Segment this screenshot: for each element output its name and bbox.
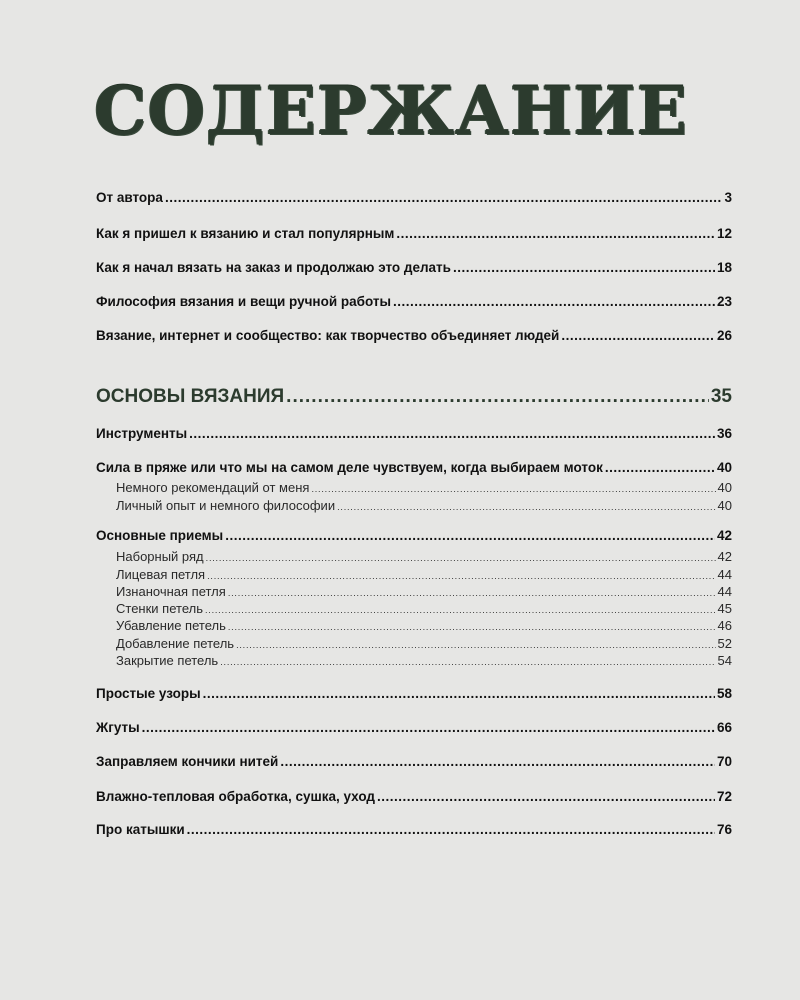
leader-dots: [203, 686, 715, 701]
leader-dots: [225, 528, 715, 543]
leader-dots: [205, 605, 716, 615]
leader-dots: [165, 190, 723, 205]
toc-entry-page: 58: [716, 686, 732, 701]
toc-entry-label: Как я пришел к вязанию и стал популярным: [96, 226, 395, 241]
toc-subentry-increases[interactable]: [96, 636, 732, 651]
toc-entry-label: Как я начал вязать на заказ и продолжаю это делать: [96, 260, 451, 275]
toc-subentry-label: Немного рекомендаций от меня: [116, 480, 310, 495]
toc-subentry-page: 44: [717, 584, 732, 599]
toc-entry-philosophy[interactable]: [96, 294, 732, 309]
toc-entry-weaving-ends[interactable]: [96, 754, 732, 769]
toc-subentry-page: 54: [717, 653, 732, 668]
toc-subentry-bind-off[interactable]: [96, 653, 732, 668]
toc-entry-label: Вязание, интернет и сообщество: как творчество объединяет людей: [96, 328, 560, 343]
page-title: СОДЕРЖАНИЕ: [94, 72, 689, 150]
toc-subentry-page: 52: [717, 636, 732, 651]
toc-subentry-knit-stitch[interactable]: [96, 567, 732, 582]
toc-section-page: 35: [710, 386, 732, 407]
toc-entry-page: 70: [716, 754, 732, 769]
toc-subentry-recommendations[interactable]: [96, 480, 732, 495]
toc-entry-label: Простые узоры: [96, 686, 201, 701]
leader-dots: [228, 622, 716, 632]
toc-entry-label: От автора: [96, 190, 163, 205]
toc-entry-from-author[interactable]: [96, 190, 732, 205]
toc-subentry-stitch-legs[interactable]: [96, 601, 732, 616]
toc-subentry-decreases[interactable]: [96, 618, 732, 633]
toc-subentry-label: Убавление петель: [116, 618, 226, 633]
toc-entry-page: 26: [716, 328, 732, 343]
toc-subentry-label: Стенки петель: [116, 601, 203, 616]
toc-subentry-page: 44: [717, 567, 732, 582]
toc-entry-simple-patterns[interactable]: [96, 686, 732, 701]
toc-entry-label: Основные приемы: [96, 528, 224, 543]
toc-subentry-label: Изнаночная петля: [116, 584, 226, 599]
leader-dots: [453, 260, 715, 275]
toc-section-basics[interactable]: [96, 386, 732, 408]
toc-subentry-page: 40: [717, 498, 732, 513]
toc-entry-label: Инструменты: [96, 426, 188, 441]
toc-entry-page: 76: [716, 822, 732, 837]
toc-subentry-cast-on[interactable]: [96, 549, 732, 564]
toc-subentry-label: Закрытие петель: [116, 653, 219, 668]
toc-entry-yarn[interactable]: [96, 460, 732, 475]
toc-entry-basic-techniques[interactable]: [96, 528, 732, 543]
leader-dots: [280, 754, 715, 769]
toc-subentry-page: 40: [717, 480, 732, 495]
toc-subentry-page: 42: [717, 549, 732, 564]
toc-entry-custom-orders[interactable]: [96, 260, 732, 275]
toc-entry-pilling[interactable]: [96, 822, 732, 837]
leader-dots: [396, 226, 715, 241]
toc-subentry-label: Лицевая петля: [116, 567, 206, 582]
toc-subentry-label: Наборный ряд: [116, 549, 204, 564]
toc-entry-page: 23: [716, 294, 732, 309]
toc-entry-page: 42: [716, 528, 732, 543]
toc-entry-label: Сила в пряже или что мы на самом деле чувствуем, когда выбираем моток: [96, 460, 603, 475]
leader-dots: [605, 460, 715, 475]
leader-dots: [220, 657, 715, 667]
leader-dots: [187, 822, 715, 837]
toc-subentry-page: 46: [717, 618, 732, 633]
leader-dots: [189, 426, 715, 441]
toc-entry-page: 18: [716, 260, 732, 275]
toc-entry-label: Про катышки: [96, 822, 185, 837]
leader-dots: [311, 484, 715, 494]
toc-entry-page: 66: [716, 720, 732, 735]
leader-dots: [286, 386, 709, 408]
toc-entry-blocking-care[interactable]: [96, 789, 732, 804]
toc-subentry-personal-experience[interactable]: [96, 498, 732, 513]
toc-entry-label: Жгуты: [96, 720, 140, 735]
leader-dots: [206, 553, 716, 563]
toc-entry-cables[interactable]: [96, 720, 732, 735]
toc-section-label: ОСНОВЫ ВЯЗАНИЯ: [96, 386, 285, 407]
toc-subentry-label: Личный опыт и немного философии: [116, 498, 336, 513]
leader-dots: [561, 328, 715, 343]
toc-entry-page: 72: [716, 789, 732, 804]
toc-subentry-page: 45: [717, 601, 732, 616]
leader-dots: [337, 502, 715, 512]
toc-entry-page: 40: [716, 460, 732, 475]
toc-entry-page: 12: [716, 226, 732, 241]
toc-entry-page: 3: [724, 190, 732, 205]
toc-entry-label: Философия вязания и вещи ручной работы: [96, 294, 392, 309]
leader-dots: [377, 789, 715, 804]
leader-dots: [228, 588, 716, 598]
toc-entry-community[interactable]: [96, 328, 732, 343]
leader-dots: [142, 720, 715, 735]
toc-entry-how-i-came[interactable]: [96, 226, 732, 241]
toc-subentry-label: Добавление петель: [116, 636, 235, 651]
toc-subentry-purl-stitch[interactable]: [96, 584, 732, 599]
toc-entry-tools[interactable]: [96, 426, 732, 441]
toc-entry-label: Влажно-тепловая обработка, сушка, уход: [96, 789, 375, 804]
leader-dots: [393, 294, 715, 309]
leader-dots: [207, 571, 715, 581]
toc-entry-page: 36: [716, 426, 732, 441]
toc-entry-label: Заправляем кончики нитей: [96, 754, 279, 769]
leader-dots: [236, 640, 715, 650]
